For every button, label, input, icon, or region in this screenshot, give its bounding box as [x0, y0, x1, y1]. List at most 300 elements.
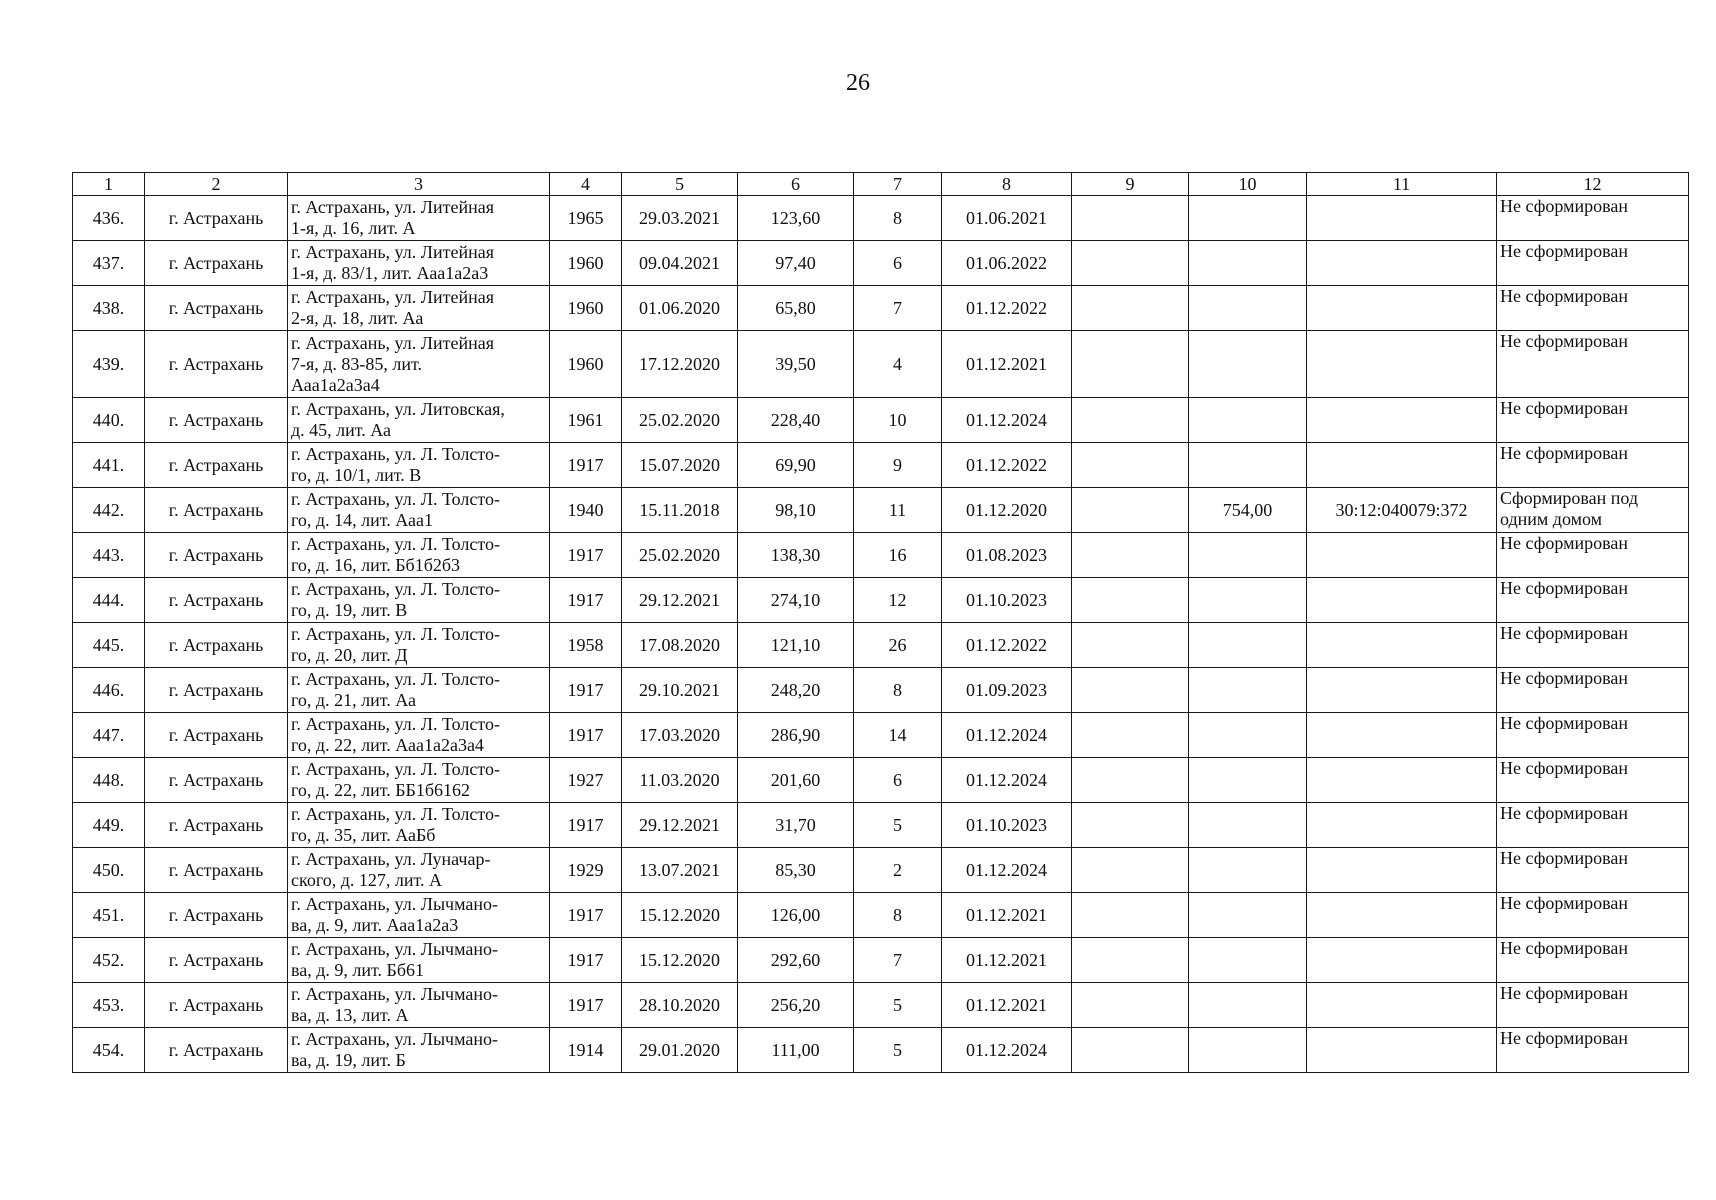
column-9-cell: [1072, 533, 1189, 578]
column-header: 6: [738, 173, 854, 196]
page-number: 26: [846, 70, 870, 96]
land-status-cell: Не сформирован: [1497, 938, 1689, 983]
row-number-cell: 445.: [73, 623, 145, 668]
land-area-cell: [1189, 938, 1307, 983]
address-cell: [288, 443, 550, 488]
count-cell: 7: [854, 286, 942, 331]
year-cell: 1917: [550, 938, 622, 983]
land-status-cell: Не сформирован: [1497, 758, 1689, 803]
city-cell: г. Астрахань: [145, 848, 288, 893]
table-row: [73, 938, 1689, 983]
column-header: 1: [73, 173, 145, 196]
address-line: г. Астрахань, ул. Л. Толсто-: [291, 804, 500, 824]
year-cell: 1940: [550, 488, 622, 533]
column-9-cell: [1072, 241, 1189, 286]
address-line: го, д. 35, лит. АаБб: [291, 825, 436, 845]
city-cell: г. Астрахань: [145, 668, 288, 713]
column-header: 5: [622, 173, 738, 196]
cadastral-number-cell: [1307, 241, 1497, 286]
year-cell: 1914: [550, 1028, 622, 1073]
address-line: г. Астрахань, ул. Литейная: [291, 287, 494, 307]
table-row: [73, 286, 1689, 331]
registry-table-container: [72, 172, 1689, 1073]
table-row: [73, 713, 1689, 758]
row-number-cell: 447.: [73, 713, 145, 758]
address-line: г. Астрахань, ул. Лычмано-: [291, 984, 498, 1004]
count-cell: 4: [854, 331, 942, 398]
table-row: [73, 241, 1689, 286]
land-area-cell: [1189, 848, 1307, 893]
deadline-cell: 01.10.2023: [942, 803, 1072, 848]
address-cell: [288, 196, 550, 241]
cadastral-number-cell: [1307, 623, 1497, 668]
column-9-cell: [1072, 803, 1189, 848]
cadastral-number-cell: [1307, 893, 1497, 938]
registry-table-body: [73, 196, 1689, 1073]
address-line: го, д. 14, лит. Ааа1: [291, 510, 433, 530]
address-cell: [288, 848, 550, 893]
table-row: [73, 488, 1689, 533]
address-cell: [288, 488, 550, 533]
address-cell: [288, 758, 550, 803]
land-status-cell: Не сформирован: [1497, 1028, 1689, 1073]
land-area-cell: [1189, 713, 1307, 758]
table-row: [73, 533, 1689, 578]
address-cell: [288, 398, 550, 443]
address-line: го, д. 16, лит. Бб1б2б3: [291, 555, 461, 575]
deadline-cell: 01.12.2021: [942, 331, 1072, 398]
land-area-cell: [1189, 578, 1307, 623]
area-cell: 121,10: [738, 623, 854, 668]
land-area-cell: [1189, 331, 1307, 398]
land-area-cell: 754,00: [1189, 488, 1307, 533]
address-cell: [288, 893, 550, 938]
count-cell: 11: [854, 488, 942, 533]
area-cell: 39,50: [738, 331, 854, 398]
date-cell: 25.02.2020: [622, 533, 738, 578]
land-area-cell: [1189, 668, 1307, 713]
cadastral-number-cell: [1307, 443, 1497, 488]
date-cell: 28.10.2020: [622, 983, 738, 1028]
address-line: го, д. 22, лит. ББ1б6162: [291, 780, 471, 800]
land-area-cell: [1189, 623, 1307, 668]
count-cell: 2: [854, 848, 942, 893]
cadastral-number-cell: [1307, 758, 1497, 803]
date-cell: 09.04.2021: [622, 241, 738, 286]
cadastral-number-cell: [1307, 398, 1497, 443]
year-cell: 1929: [550, 848, 622, 893]
column-9-cell: [1072, 286, 1189, 331]
address-line: г. Астрахань, ул. Лычмано-: [291, 939, 498, 959]
count-cell: 14: [854, 713, 942, 758]
year-cell: 1917: [550, 533, 622, 578]
year-cell: 1917: [550, 668, 622, 713]
deadline-cell: 01.12.2024: [942, 848, 1072, 893]
city-cell: г. Астрахань: [145, 1028, 288, 1073]
deadline-cell: 01.12.2022: [942, 443, 1072, 488]
table-row: [73, 196, 1689, 241]
address-line: ва, д. 9, лит. Ааа1а2а3: [291, 915, 459, 935]
column-9-cell: [1072, 1028, 1189, 1073]
date-cell: 11.03.2020: [622, 758, 738, 803]
land-status-cell: Не сформирован: [1497, 848, 1689, 893]
table-row: [73, 893, 1689, 938]
address-line: го, д. 22, лит. Ааа1а2а3а4: [291, 735, 484, 755]
cadastral-number-cell: [1307, 286, 1497, 331]
deadline-cell: 01.06.2022: [942, 241, 1072, 286]
count-cell: 8: [854, 893, 942, 938]
date-cell: 29.12.2021: [622, 578, 738, 623]
column-9-cell: [1072, 196, 1189, 241]
address-line: ского, д. 127, лит. А: [291, 870, 443, 890]
cadastral-number-cell: [1307, 713, 1497, 758]
address-line: го, д. 19, лит. В: [291, 600, 408, 620]
city-cell: г. Астрахань: [145, 938, 288, 983]
address-line: г. Астрахань, ул. Л. Толсто-: [291, 624, 500, 644]
cadastral-number-cell: [1307, 533, 1497, 578]
column-9-cell: [1072, 893, 1189, 938]
deadline-cell: 01.12.2024: [942, 398, 1072, 443]
land-area-cell: [1189, 803, 1307, 848]
deadline-cell: 01.12.2024: [942, 713, 1072, 758]
date-cell: 15.12.2020: [622, 938, 738, 983]
row-number-cell: 449.: [73, 803, 145, 848]
address-line: 7-я, д. 83-85, лит.: [291, 353, 423, 374]
address-line: 1-я, д. 16, лит. А: [291, 218, 416, 238]
date-cell: 29.01.2020: [622, 1028, 738, 1073]
address-line: г. Астрахань, ул. Литейная: [291, 332, 494, 353]
row-number-cell: 451.: [73, 893, 145, 938]
registry-table: [72, 172, 1689, 1073]
city-cell: г. Астрахань: [145, 488, 288, 533]
deadline-cell: 01.12.2024: [942, 758, 1072, 803]
cadastral-number-cell: [1307, 578, 1497, 623]
row-number-cell: 446.: [73, 668, 145, 713]
table-row: [73, 668, 1689, 713]
column-number-header-row: [73, 173, 1689, 196]
year-cell: 1917: [550, 443, 622, 488]
table-row: [73, 443, 1689, 488]
date-cell: 29.03.2021: [622, 196, 738, 241]
deadline-cell: 01.12.2021: [942, 938, 1072, 983]
date-cell: 17.03.2020: [622, 713, 738, 758]
address-line: г. Астрахань, ул. Л. Толсто-: [291, 534, 500, 554]
area-cell: 65,80: [738, 286, 854, 331]
land-area-cell: [1189, 286, 1307, 331]
table-row: [73, 803, 1689, 848]
count-cell: 7: [854, 938, 942, 983]
count-cell: 9: [854, 443, 942, 488]
year-cell: 1917: [550, 803, 622, 848]
count-cell: 26: [854, 623, 942, 668]
count-cell: 12: [854, 578, 942, 623]
address-line: г. Астрахань, ул. Л. Толсто-: [291, 444, 500, 464]
cadastral-number-cell: [1307, 938, 1497, 983]
address-cell: [288, 713, 550, 758]
land-status-cell: Не сформирован: [1497, 241, 1689, 286]
count-cell: 5: [854, 1028, 942, 1073]
city-cell: г. Астрахань: [145, 623, 288, 668]
address-line: г. Астрахань, ул. Л. Толсто-: [291, 714, 500, 734]
land-status-cell: Не сформирован: [1497, 623, 1689, 668]
table-row: [73, 758, 1689, 803]
address-cell: [288, 623, 550, 668]
column-header: 7: [854, 173, 942, 196]
city-cell: г. Астрахань: [145, 196, 288, 241]
deadline-cell: 01.12.2022: [942, 286, 1072, 331]
column-header: 11: [1307, 173, 1497, 196]
area-cell: 123,60: [738, 196, 854, 241]
deadline-cell: 01.12.2020: [942, 488, 1072, 533]
table-row: [73, 623, 1689, 668]
year-cell: 1917: [550, 893, 622, 938]
land-area-cell: [1189, 196, 1307, 241]
column-9-cell: [1072, 443, 1189, 488]
row-number-cell: 436.: [73, 196, 145, 241]
land-area-cell: [1189, 1028, 1307, 1073]
deadline-cell: 01.12.2021: [942, 983, 1072, 1028]
year-cell: 1917: [550, 578, 622, 623]
address-line: го, д. 20, лит. Д: [291, 645, 408, 665]
address-cell: [288, 533, 550, 578]
count-cell: 6: [854, 758, 942, 803]
cadastral-number-cell: [1307, 196, 1497, 241]
address-line: г. Астрахань, ул. Л. Толсто-: [291, 759, 500, 779]
row-number-cell: 440.: [73, 398, 145, 443]
cadastral-number-cell: [1307, 668, 1497, 713]
column-9-cell: [1072, 331, 1189, 398]
date-cell: 25.02.2020: [622, 398, 738, 443]
column-9-cell: [1072, 623, 1189, 668]
land-area-cell: [1189, 443, 1307, 488]
address-cell: [288, 803, 550, 848]
row-number-cell: 453.: [73, 983, 145, 1028]
count-cell: 8: [854, 668, 942, 713]
date-cell: 17.12.2020: [622, 331, 738, 398]
area-cell: 201,60: [738, 758, 854, 803]
year-cell: 1961: [550, 398, 622, 443]
deadline-cell: 01.09.2023: [942, 668, 1072, 713]
column-header: 9: [1072, 173, 1189, 196]
address-line: Ааа1а2а3а4: [291, 374, 380, 395]
row-number-cell: 438.: [73, 286, 145, 331]
area-cell: 228,40: [738, 398, 854, 443]
land-area-cell: [1189, 893, 1307, 938]
column-9-cell: [1072, 983, 1189, 1028]
address-line: го, д. 10/1, лит. В: [291, 465, 422, 485]
address-line: г. Астрахань, ул. Л. Толсто-: [291, 669, 500, 689]
year-cell: 1960: [550, 241, 622, 286]
row-number-cell: 437.: [73, 241, 145, 286]
land-area-cell: [1189, 983, 1307, 1028]
area-cell: 138,30: [738, 533, 854, 578]
column-9-cell: [1072, 848, 1189, 893]
address-line: 1-я, д. 83/1, лит. Ааа1а2а3: [291, 263, 489, 283]
address-cell: [288, 331, 550, 398]
date-cell: 29.10.2021: [622, 668, 738, 713]
count-cell: 6: [854, 241, 942, 286]
city-cell: г. Астрахань: [145, 398, 288, 443]
address-cell: [288, 938, 550, 983]
row-number-cell: 442.: [73, 488, 145, 533]
land-area-cell: [1189, 241, 1307, 286]
address-line: 2-я, д. 18, лит. Аа: [291, 308, 424, 328]
city-cell: г. Астрахань: [145, 983, 288, 1028]
cadastral-number-cell: [1307, 803, 1497, 848]
area-cell: 31,70: [738, 803, 854, 848]
year-cell: 1927: [550, 758, 622, 803]
date-cell: 29.12.2021: [622, 803, 738, 848]
address-line: ва, д. 13, лит. А: [291, 1005, 409, 1025]
city-cell: г. Астрахань: [145, 803, 288, 848]
date-cell: 15.07.2020: [622, 443, 738, 488]
table-row: [73, 848, 1689, 893]
count-cell: 5: [854, 803, 942, 848]
land-status-cell: Не сформирован: [1497, 398, 1689, 443]
address-cell: [288, 241, 550, 286]
date-cell: 17.08.2020: [622, 623, 738, 668]
table-row: [73, 1028, 1689, 1073]
area-cell: 292,60: [738, 938, 854, 983]
deadline-cell: 01.08.2023: [942, 533, 1072, 578]
deadline-cell: 01.06.2021: [942, 196, 1072, 241]
column-header: 3: [288, 173, 550, 196]
column-header: 4: [550, 173, 622, 196]
address-cell: [288, 1028, 550, 1073]
count-cell: 5: [854, 983, 942, 1028]
land-area-cell: [1189, 398, 1307, 443]
land-status-cell: Не сформирован: [1497, 331, 1689, 398]
address-line: г. Астрахань, ул. Луначар-: [291, 849, 491, 869]
table-row: [73, 983, 1689, 1028]
row-number-cell: 454.: [73, 1028, 145, 1073]
area-cell: 248,20: [738, 668, 854, 713]
address-line: г. Астрахань, ул. Л. Толсто-: [291, 489, 500, 509]
year-cell: 1965: [550, 196, 622, 241]
address-line: г. Астрахань, ул. Литейная: [291, 242, 494, 262]
address-line: го, д. 21, лит. Аа: [291, 690, 416, 710]
deadline-cell: 01.12.2022: [942, 623, 1072, 668]
address-cell: [288, 286, 550, 331]
land-area-cell: [1189, 758, 1307, 803]
address-cell: [288, 983, 550, 1028]
city-cell: г. Астрахань: [145, 241, 288, 286]
year-cell: 1960: [550, 286, 622, 331]
column-9-cell: [1072, 668, 1189, 713]
table-row: [73, 578, 1689, 623]
column-header: 10: [1189, 173, 1307, 196]
address-line: ва, д. 9, лит. Бб61: [291, 960, 425, 980]
table-row: [73, 331, 1689, 398]
land-status-cell: Сформирован под одним домом: [1497, 488, 1689, 533]
column-9-cell: [1072, 488, 1189, 533]
column-header: 8: [942, 173, 1072, 196]
area-cell: 69,90: [738, 443, 854, 488]
column-9-cell: [1072, 938, 1189, 983]
city-cell: г. Астрахань: [145, 443, 288, 488]
area-cell: 126,00: [738, 893, 854, 938]
area-cell: 286,90: [738, 713, 854, 758]
column-header: 2: [145, 173, 288, 196]
year-cell: 1960: [550, 331, 622, 398]
address-line: г. Астрахань, ул. Литейная: [291, 197, 494, 217]
cadastral-number-cell: [1307, 1028, 1497, 1073]
column-9-cell: [1072, 758, 1189, 803]
count-cell: 16: [854, 533, 942, 578]
address-cell: [288, 668, 550, 713]
address-line: г. Астрахань, ул. Л. Толсто-: [291, 579, 500, 599]
row-number-cell: 444.: [73, 578, 145, 623]
row-number-cell: 452.: [73, 938, 145, 983]
column-9-cell: [1072, 713, 1189, 758]
date-cell: 15.12.2020: [622, 893, 738, 938]
land-status-cell: Не сформирован: [1497, 713, 1689, 758]
cadastral-number-cell: [1307, 983, 1497, 1028]
address-line: г. Астрахань, ул. Лычмано-: [291, 894, 498, 914]
address-line: г. Астрахань, ул. Литовская,: [291, 399, 505, 419]
address-line: ва, д. 19, лит. Б: [291, 1050, 406, 1070]
land-status-cell: Не сформирован: [1497, 286, 1689, 331]
land-area-cell: [1189, 533, 1307, 578]
city-cell: г. Астрахань: [145, 331, 288, 398]
land-status-cell: Не сформирован: [1497, 196, 1689, 241]
land-status-cell: Не сформирован: [1497, 578, 1689, 623]
area-cell: 85,30: [738, 848, 854, 893]
cadastral-number-cell: [1307, 331, 1497, 398]
year-cell: 1917: [550, 983, 622, 1028]
count-cell: 8: [854, 196, 942, 241]
table-row: [73, 398, 1689, 443]
city-cell: г. Астрахань: [145, 893, 288, 938]
city-cell: г. Астрахань: [145, 758, 288, 803]
date-cell: 13.07.2021: [622, 848, 738, 893]
count-cell: 10: [854, 398, 942, 443]
row-number-cell: 450.: [73, 848, 145, 893]
land-status-cell: Не сформирован: [1497, 803, 1689, 848]
city-cell: г. Астрахань: [145, 286, 288, 331]
year-cell: 1958: [550, 623, 622, 668]
city-cell: г. Астрахань: [145, 533, 288, 578]
column-header: 12: [1497, 173, 1689, 196]
row-number-cell: 448.: [73, 758, 145, 803]
area-cell: 256,20: [738, 983, 854, 1028]
deadline-cell: 01.12.2021: [942, 893, 1072, 938]
column-9-cell: [1072, 578, 1189, 623]
cadastral-number-cell: [1307, 848, 1497, 893]
address-cell: [288, 578, 550, 623]
row-number-cell: 443.: [73, 533, 145, 578]
city-cell: г. Астрахань: [145, 713, 288, 758]
land-status-cell: Не сформирован: [1497, 443, 1689, 488]
land-status-cell: Не сформирован: [1497, 533, 1689, 578]
area-cell: 98,10: [738, 488, 854, 533]
cadastral-number-cell: 30:12:040079:372: [1307, 488, 1497, 533]
land-status-cell: Не сформирован: [1497, 668, 1689, 713]
column-9-cell: [1072, 398, 1189, 443]
land-status-cell: Не сформирован: [1497, 983, 1689, 1028]
row-number-cell: 441.: [73, 443, 145, 488]
city-cell: г. Астрахань: [145, 578, 288, 623]
date-cell: 15.11.2018: [622, 488, 738, 533]
land-status-cell: Не сформирован: [1497, 893, 1689, 938]
area-cell: 274,10: [738, 578, 854, 623]
row-number-cell: 439.: [73, 331, 145, 398]
deadline-cell: 01.12.2024: [942, 1028, 1072, 1073]
date-cell: 01.06.2020: [622, 286, 738, 331]
area-cell: 111,00: [738, 1028, 854, 1073]
year-cell: 1917: [550, 713, 622, 758]
address-line: д. 45, лит. Аа: [291, 420, 392, 440]
